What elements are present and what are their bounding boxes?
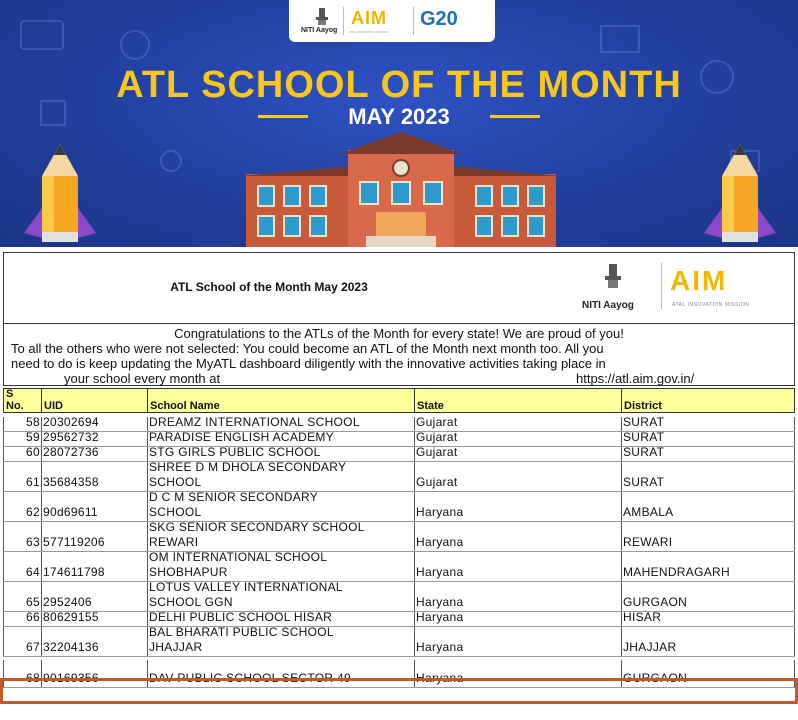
aim-logo: AIM	[351, 8, 387, 28]
niti-label: NITI Aayog	[582, 300, 634, 311]
cell-state: Haryana	[416, 640, 464, 654]
cell-sno: 60	[26, 445, 40, 459]
table-row[interactable]	[3, 522, 795, 552]
banner-title: ATL SCHOOL OF THE MONTH	[116, 64, 682, 106]
cell-sno: 63	[26, 535, 40, 549]
table-row[interactable]	[3, 612, 795, 627]
cell-state: Haryana	[416, 535, 464, 549]
cell-state: Gujarat	[416, 430, 458, 444]
niti-emblem-icon	[602, 262, 624, 290]
cell-sno: 65	[26, 595, 40, 609]
cell-school-name: STG GIRLS PUBLIC SCHOOL	[149, 445, 321, 459]
cell-district: GURGAON	[623, 671, 688, 685]
cell-school-name: SKG SENIOR SECONDARY SCHOOL REWARI	[149, 520, 365, 549]
cell-district: SURAT	[623, 475, 665, 489]
pencil-rocket-left-icon	[20, 138, 100, 247]
table-row[interactable]	[3, 552, 795, 582]
cell-school-name: LOTUS VALLEY INTERNATIONAL SCHOOL GGN	[149, 580, 343, 609]
cell-uid: 174611798	[43, 565, 105, 579]
banner-subtitle: MAY 2023	[348, 104, 450, 129]
cell-school-name: DELHI PUBLIC SCHOOL HISAR	[149, 610, 333, 624]
table-row[interactable]	[3, 627, 795, 657]
message-line-3: need to do is keep updating the MyATL dashboard diligently with the innovative activities taking place in	[11, 356, 606, 371]
cell-school-name: SHREE D M DHOLA SECONDARY SCHOOL	[149, 460, 347, 489]
cell-sno: 67	[26, 640, 40, 654]
column-header-sno: S No.	[4, 389, 42, 413]
cell-uid: 35684358	[43, 475, 99, 489]
cell-uid: 28072736	[43, 445, 99, 459]
table-row[interactable]	[3, 447, 795, 462]
cell-uid: 80629155	[43, 610, 99, 624]
cell-district: REWARI	[623, 535, 673, 549]
cell-state: Haryana	[416, 565, 464, 579]
atl-portal-link[interactable]: https://atl.aim.gov.in/	[576, 371, 695, 386]
table-row[interactable]	[3, 432, 795, 447]
congratulations-message	[3, 324, 795, 386]
cell-sno: 59	[26, 430, 40, 444]
cell-uid: 20302694	[43, 415, 99, 429]
table-row[interactable]	[3, 417, 795, 432]
cell-state: Haryana	[416, 671, 464, 685]
g20-logo: G20	[420, 8, 458, 30]
message-line-1: Congratulations to the ATLs of the Month for every state! We are proud of you!	[174, 326, 624, 341]
cell-state: Gujarat	[416, 475, 458, 489]
cell-district: JHAJJAR	[623, 640, 677, 654]
cell-sno: 64	[26, 565, 40, 579]
column-header-district: District	[624, 400, 662, 412]
cell-uid: 29562732	[43, 430, 99, 444]
table-row[interactable]	[3, 462, 795, 492]
message-line-2: To all the others who were not selected: You could become an ATL of the Month next month too. All you	[11, 341, 604, 356]
cell-sno: 66	[26, 610, 40, 624]
cell-school-name: BAL BHARATI PUBLIC SCHOOL JHAJJAR	[149, 625, 334, 654]
cell-uid: 2952406	[43, 595, 92, 609]
school-table-body	[3, 417, 795, 688]
cell-state: Haryana	[416, 610, 464, 624]
banner	[0, 0, 798, 247]
cell-school-name: OM INTERNATIONAL SCHOOL SHOBHAPUR	[149, 550, 328, 579]
table-row[interactable]	[3, 582, 795, 612]
cell-school-name: D C M SENIOR SECONDARY SCHOOL	[149, 490, 319, 519]
cell-district: AMBALA	[623, 505, 674, 519]
table-header	[3, 388, 795, 413]
cell-district: SURAT	[623, 445, 665, 459]
cell-district: SURAT	[623, 430, 665, 444]
niti-logo-text: NITI Aayog	[301, 27, 338, 34]
sheet-header	[3, 252, 795, 324]
aim-logo-sub: ATAL INNOVATION MISSION	[349, 30, 389, 34]
cell-school-name: DREAMZ INTERNATIONAL SCHOOL	[149, 415, 360, 429]
cell-district: HISAR	[623, 610, 662, 624]
selected-row-highlight	[0, 678, 798, 704]
sheet-title: ATL School of the Month May 2023	[170, 280, 368, 294]
cell-uid: 90169356	[43, 671, 99, 685]
table-row[interactable]	[3, 492, 795, 522]
aim-logo-sub: ATAL INNOVATION MISSION	[672, 302, 750, 308]
column-header-state: State	[415, 389, 622, 413]
cell-state: Gujarat	[416, 445, 458, 459]
cell-state: Haryana	[416, 505, 464, 519]
cell-state: Haryana	[416, 595, 464, 609]
pencil-rocket-right-icon	[700, 138, 780, 247]
banner-logo-card	[289, 0, 495, 42]
cell-uid: 90d69611	[43, 505, 98, 519]
cell-uid: 32204136	[43, 640, 99, 654]
column-header-school-name: School Name	[148, 389, 415, 413]
cell-district: GURGAON	[623, 595, 688, 609]
column-header-uid: UID	[42, 389, 148, 413]
cell-sno: 58	[26, 415, 40, 429]
cell-school-name: DAV PUBLIC SCHOOL SECTOR 49	[149, 671, 351, 685]
aim-logo: AIM	[670, 265, 728, 296]
cell-uid: 577119206	[43, 535, 105, 549]
cell-sno: 62	[26, 505, 40, 519]
cell-sno: 61	[26, 475, 40, 489]
results-sheet	[0, 247, 798, 720]
message-line-4: your school every month at	[64, 371, 221, 386]
cell-state: Gujarat	[416, 415, 458, 429]
school-building-icon	[236, 132, 566, 247]
niti-emblem-icon	[313, 6, 331, 26]
cell-sno: 68	[26, 671, 40, 685]
cell-district: SURAT	[623, 415, 665, 429]
cell-district: MAHENDRAGARH	[623, 565, 730, 579]
cell-school-name: PARADISE ENGLISH ACADEMY	[149, 430, 335, 444]
